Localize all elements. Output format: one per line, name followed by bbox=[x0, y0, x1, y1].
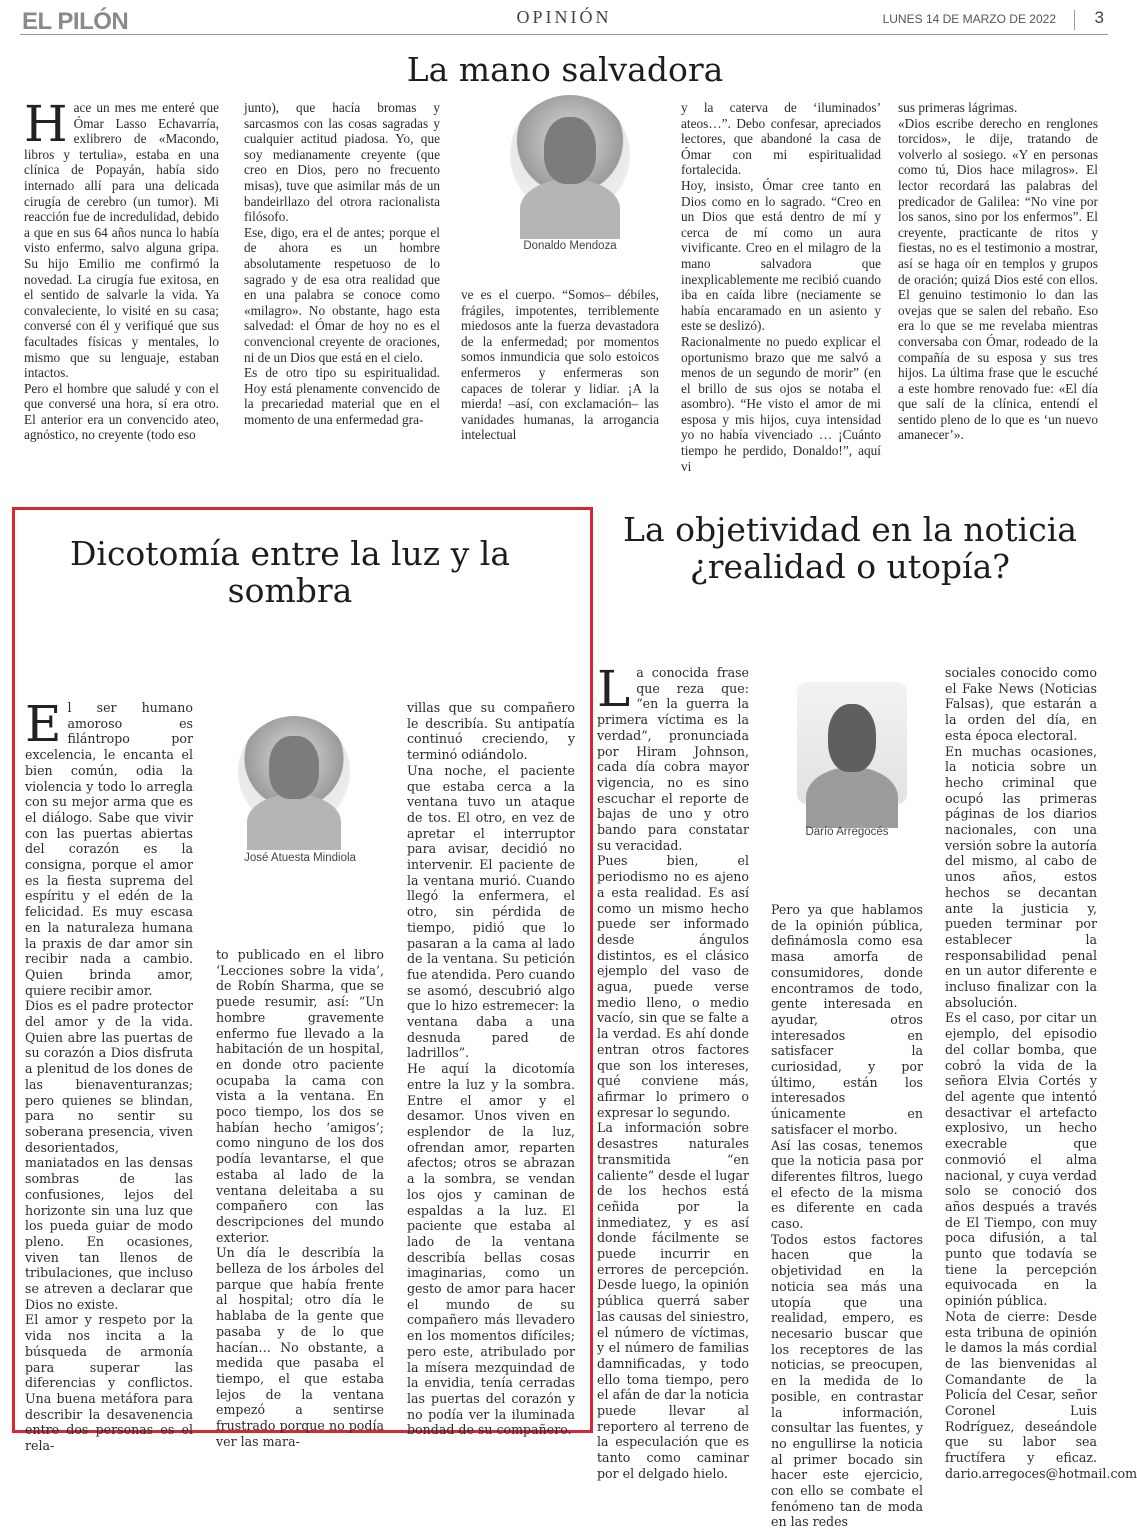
article-column bbox=[681, 100, 881, 474]
column-text: villas que su compañero le describía. Su antipatía continuó creciendo, y terminó odiándolo. Una noche, el paciente que estaba cerca a la ventana tuvo un ataque de tos. El otro, en vez de apretar el interruptor para avisar, decidió no intervenir. El paciente de la ventana murió. Cuando llegó la enfermera, el otro, sin pérdida de tiempo, pidió que lo pasaran a la cama al lado de la ventana. Su petición fue atendida. Pero cuando se asomó, descubrió algo que lo hizo estremecer: la ventana daba a una desnuda pared de ladrillos”. He aquí la dicotomía entre la luz y la sombra. Entre el amor y el desamor. Unos viven en esplendor de la luz, ofrendan amor, reparten afectos; otros se abrazan a la sombra, se vendan los ojos y caminan de espaldas a la luz. El paciente que estaba al lado de la ventana describía bellas cosas imaginarias, como un gesto de amor para hacer el mundo de su compañero más llevadero en los momentos difíciles; pero este, atribulado por la mísera mezquindad de la envidia, tenía cerradas las puertas del corazón y no podía ver la iluminada bondad de su compañero. bbox=[407, 700, 575, 1438]
drop-cap: E bbox=[25, 695, 62, 753]
article-column bbox=[244, 100, 440, 430]
author-photo bbox=[238, 716, 350, 828]
article-column bbox=[945, 665, 1137, 1481]
masthead-logo: EL PILÓN bbox=[22, 8, 129, 35]
article-column bbox=[597, 660, 749, 1481]
article-title: La mano salvadora bbox=[406, 50, 724, 89]
section-label: OPINIÓN bbox=[516, 7, 612, 27]
article-column bbox=[407, 700, 575, 1438]
column-text: Pero ya que hablamos de la opinión pública, definámosla como esa masa amorfa de consumidores, donde encontramos de todo, gente interesada en ayudar, otros interesados en satisfacer la curiosidad, y por último, están los interesados únicamente en satisfacer el morbo. Así las cosas, tenemos que la noticia pasa por diferentes filtros, luego el efecto de la misma es diferente en cada caso. Todos estos factores hacen que la objetividad en la noticia sea más una utopía que una realidad, empero, es necesario buscar que los receptores de las noticias, se preocupen, en la medida de lo posible, en contrastar la información, consultar las fuentes, y no engullirse la noticia al primer bocado sin hacer este ejercicio, con ello se combate el fenómeno tan de moda en las redes bbox=[771, 902, 923, 1530]
article-column bbox=[461, 287, 659, 443]
header-rule bbox=[20, 34, 1108, 35]
author-caption: Darío Arregocés bbox=[805, 826, 889, 838]
article-column bbox=[216, 947, 384, 1449]
author-caption: Donaldo Mendoza bbox=[523, 240, 617, 252]
column-text: ace un mes me enteré que Ómar Lasso Echavarría, exlibrero de «Macondo, libros y tertulia», estaba en una clínica de Popayán, había sido internado allí para una delicada cirugía de cerebro (un tumor). Mi reacción fue de incredulidad, debido a que en sus 64 años nunca lo había visto enfermo, salvo alguna gripa. Su hijo Emilio me confirmó la novedad. La cirugía fue exitosa, en el sentido de salvarle la vida. Ya convaleciente, lo visité en su casa; conversé con él y verifiqué que sus facultades físicas y mentales, lo mismo que su lenguaje, estaban intactos. Pero el hombre que saludé y con el que conversé una hora, sí era otro. El anterior era un convencido ateo, agnóstico, no creyente (todo eso bbox=[24, 100, 219, 443]
author-caption: José Atuesta Mindiola bbox=[244, 852, 356, 864]
column-text: to publicado en el libro ‘Lecciones sobre la vida’, de Robín Sharma, que se puede resumir, así: “Un hombre gravemente enfermo fue llevado a la habitación de un hospital, en donde otro paciente ocupaba la cama con vista a la ventana. En poco tiempo, los dos se habían hecho ‘amigos’; como ninguno de los dos podía levantarse, el que estaba al lado de la ventana deleitaba a su compañero con las descripciones del mundo exterior. Un día le describía la belleza de los árboles del parque que había frente al hospital; otro día le hablaba de la gente que pasaba y de lo que hacían… No obstante, a medida que pasaba el tiempo, el que estaba lejos de la ventana empezó a sentirse frustrado porque no podía ver las mara- bbox=[216, 947, 384, 1449]
column-text: junto), que hacía bromas y sarcasmos con las cosas sagradas y cualquier actitud piadosa. Yo, que soy medianamente creyente (que creo en Dios, pero no frecuento misas), tuve que asimilar más de un bandeirllazo del otrora racionalista filósofo. Ese, digo, era el de antes; porque el de ahora es un hombre absolutamente respetuoso de lo sagrado y de esa otra realidad que en una palabra se conoce como «milagro». No obstante, hago esta salvedad: el Ómar de hoy no es el convencional creyente de oraciones, ni de un Dios que está en el cielo. Es de otro tipo su espiritualidad. Hoy está plenamente convencido de la precariedad material que en el momento de una enfermedad gra- bbox=[244, 100, 440, 427]
issue-date: LUNES 14 DE MARZO DE 2022 bbox=[882, 12, 1056, 26]
article-title: La objetividad en la noticia ¿realidad o utopía? bbox=[623, 510, 1077, 586]
column-text: sus primeras lágrimas. «Dios escribe derecho en renglones torcidos», le dije, tratando de volverlo al sosiego. «Y en personas como tú, Dios hace milagros». El lector recordará las palabras del predicador de Galilea: “No vine por los sanos, sino por los enfermos”. El creyente, practicante de ritos y fiestas, no es el testimonio a mostrar, así se haga oír en templos y grupos de oración; quizá Dios esté con ellos. El genuino testimonio lo dan las ovejas que se salen del rebaño. Eso era lo que se me revelaba mientras conversaba con Ómar, rodeado de la compañía de su esposa y sus tres hijos. La última frase que le escuché a este hombre renovado fue: «El día que salí de la clínica, entendí el sentido pleno de lo que es ‘un nuevo amanecer’». bbox=[898, 100, 1098, 443]
column-text: ve es el cuerpo. “Somos– débiles, frágiles, impotentes, terriblemente miedosos ante la fuerza devastadora de la enfermedad; por momentos somos inmundicia que solo estoicos enfermeros y enfermeras son capaces de tolerar y lidiar. ¡A la mierda! –así, con exclamación– las vanidades humanas, la arrogancia intelectual bbox=[461, 287, 659, 443]
article-column bbox=[24, 95, 219, 443]
article-column bbox=[25, 695, 193, 1454]
column-text: y la caterva de ‘iluminados’ ateos…”. Debo confesar, apreciados lectores, que abandoné la casa de Ómar con mi espiritualidad fortalecida. Hoy, insisto, Ómar cree tanto en Dios como en lo sagrado. “Creo en un Dios que está dentro de mí y cerca de mí como un aura vivificante. Creo en el milagro de la mano salvadora que inexplicablemente me recibió cuando iba en caída libre (neciamente se había encaramado en un asiento y este se deslizó). Racionalmente no puedo explicar el oportunismo brazo que me salvó a menos de un segundo de morir” (en el brillo de sus ojos se notaba el asombro). “He visto el amor de mi esposa y mis hijos, cuya intensidad yo no había vivenciado … ¡Cuánto tiempo he perdido, Donaldo!”, aquí vi bbox=[681, 100, 881, 474]
article-column bbox=[898, 100, 1098, 443]
column-text: a conocida frase que reza que: “en la guerra la primera víctima es la verdad”, pronunciada por Hiram Johnson, cada día cobra mayor vigencia, no es sino escuchar el reporte de bajas de uno y otro bando para constatar su veracidad. Pues bien, el periodismo no es ajeno a esta realidad. Es así como un mismo hecho puede ser informado desde ángulos distintos, es el clásico ejemplo del vaso de agua, puede verse medio lleno, o medio vacío, sin que se falte a la verdad. Es ahí donde entran otros factores que son los intereses, qué conviene más, afirmar lo primero o expresar lo segundo. La información sobre desastres naturales transmitida “en caliente” desde el lugar de los hechos está ceñida por la inmediatez, y es así donde fácilmente se puede incurrir en errores de percepción. Desde luego, la opinión pública querrá saber las causas del siniestro, el número de víctimas, y el número de familias damnificadas, y todo ello toma tiempo, pero el afán de dar la noticia puede llevar al reportero al terreno de la especulación que es tanto como caminar por el delgado hielo. bbox=[597, 665, 749, 1481]
header-separator bbox=[1074, 10, 1075, 30]
author-photo bbox=[797, 682, 907, 804]
author-photo bbox=[510, 95, 630, 215]
drop-cap: L bbox=[597, 660, 631, 718]
column-text: sociales conocido como el Fake News (Noticias Falsas), que estarán a la orden del día, en esta época electoral. En muchas ocasiones, la noticia sobre un hecho criminal que ocupó las primeras páginas de los diarios nacionales, con una versión sobre la autoría del mismo, al cabo de unos años, estos hechos se decantan ante la justicia y, pueden terminar por establecer la responsabilidad penal en un autor diferente e incluso finalizar con la absolución. Es el caso, por citar un ejemplo, del episodio del collar bomba, que cobró la vida de la señora Elvia Cortés y del agente que intentó desactivar el artefacto explosivo, un hecho execrable que conmovió el alma nacional, y cuya verdad solo se conoció dos años después a través de El Tiempo, con muy poca difusión, a tal punto que todavía se tiene la percepción equivocada en la opinión pública. Nota de cierre: Desde esta tribuna de opinión le damos la más cordial de las bienvenidas al Comandante de la Policía del Cesar, señor Coronel Luis Rodríguez, deseándole que su labor sea fructífera y eficaz. dario.arregoces@hotmail.com bbox=[945, 665, 1137, 1481]
article-title: Dicotomía entre la luz y la sombra bbox=[69, 534, 511, 610]
page-number: 3 bbox=[1094, 8, 1104, 27]
article-column bbox=[771, 902, 923, 1530]
drop-cap: H bbox=[24, 95, 68, 153]
column-text: l ser humano amoroso es filántropo por excelencia, le encanta el bien común, odia la violencia y todo lo arregla con su mejor arma que es el diálogo. Sabe que vivir con las puertas abiertas del corazón es la consigna, porque el amor es la fiesta suprema del espíritu y el edén de la felicidad. Es muy escasa en la naturaleza humana la praxis de dar amor sin recibir nada a cambio. Quien brinda amor, quiere recibir amor. Dios es el padre protector del amor y de la vida. Quien abre las puertas de su corazón a Dios disfruta a plenitud de los dones de las bienaventuranzas; pero quienes se blindan, para no sentir su soberana presencia, viven desorientados, maniatados en las densas sombras de las confusiones, lejos del horizonte sin una luz que los pueda guiar de modo pleno. En ocasiones, viven tan llenos de tribulaciones, que incluso se atreven a declarar que Dios no existe. El amor y respeto por la vida nos incita a la búsqueda de armonía para superar las diferencias y conflictos. Una buena metáfora para describir la desavenencia entre dos personas es el rela- bbox=[25, 700, 193, 1454]
